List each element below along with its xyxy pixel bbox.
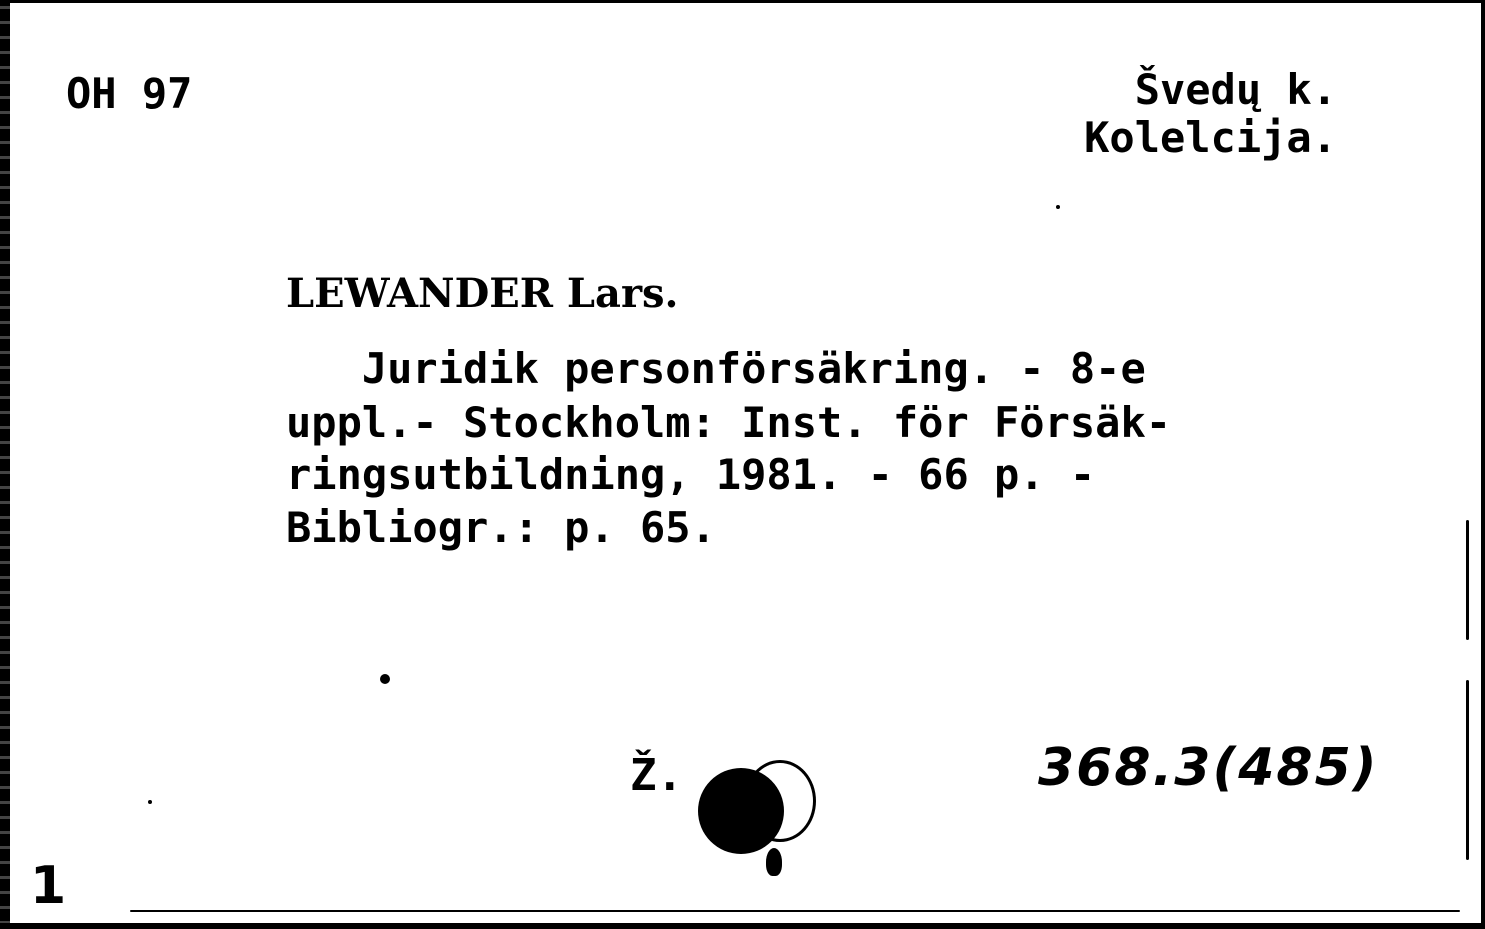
speck [1056, 205, 1060, 209]
collection-line-1: Švedų k. [1134, 65, 1337, 114]
description-line-4: Bibliogr.: p. 65. [286, 503, 716, 552]
speck [130, 910, 1460, 912]
speck [148, 800, 152, 804]
card-edge-right [1481, 0, 1485, 929]
z-mark: Ž. [630, 750, 683, 801]
classification-number: 368.3(485) [1038, 738, 1379, 798]
card-edge-top [0, 0, 1485, 3]
description-line-2: uppl.- Stockholm: Inst. för Försäk- [286, 398, 1172, 447]
punch-hole-mark [766, 848, 782, 876]
speck [1466, 520, 1469, 640]
description-line-3: ringsutbildning, 1981. - 66 p. - [286, 450, 1096, 499]
card-edge-bottom [0, 923, 1485, 929]
author-heading: LEWANDER Lars. [286, 270, 679, 317]
speck [380, 674, 390, 684]
call-number: OH 97 [66, 69, 193, 118]
handwritten-number: 1 [30, 856, 67, 916]
card-edge-left [0, 0, 10, 929]
description-line-1: Juridik personförsäkring. - 8-e [286, 344, 1146, 393]
speck [1466, 680, 1469, 860]
punch-hole [698, 768, 784, 854]
collection-line-2: Kolelcija. [1084, 113, 1337, 162]
